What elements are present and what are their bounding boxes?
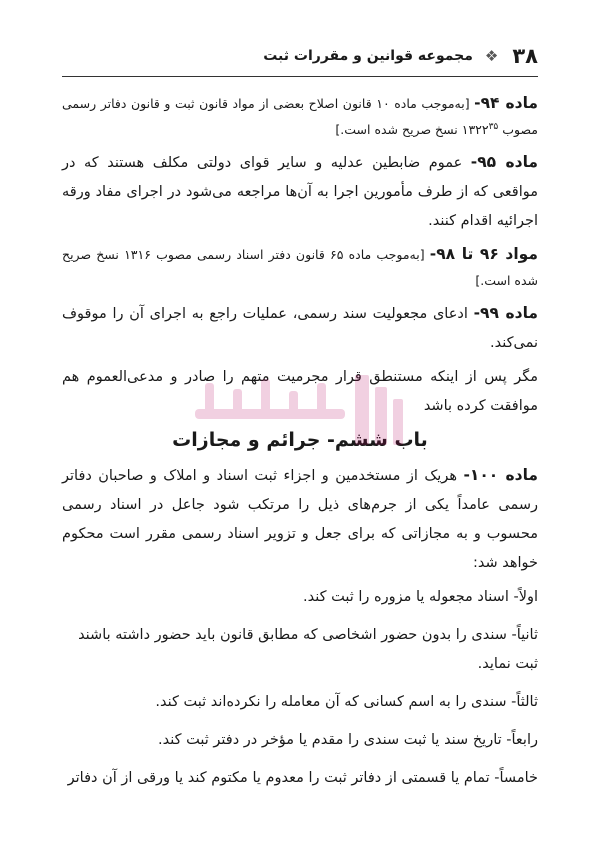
page-body <box>62 90 538 802</box>
article-95 <box>62 148 538 236</box>
page-header <box>62 40 538 72</box>
article-label: ماده ۱۰۰- <box>463 466 539 484</box>
article-label: ماده ۹۵- <box>470 153 538 171</box>
article-text: ادعای مجعولیت سند رسمی، عملیات راجع به اجرای آن را موقوف نمی‌کند. <box>62 306 538 351</box>
article-label: مواد ۹۶ تا ۹۸- <box>429 245 538 263</box>
list-item: رابعاً- تاریخ سند یا ثبت سندی را مقدم یا مؤخر در دفتر ثبت کند. <box>158 732 538 748</box>
articles-96-98 <box>62 241 538 294</box>
article-note-end: نسخ صریح شده است.] <box>335 122 458 137</box>
header-rule <box>62 76 538 77</box>
article-100 <box>62 461 538 578</box>
list-item: خامساً- تمام یا قسمتی از دفاتر ثبت را معدوم یا مکتوم کند یا ورقی از آن دفاتر <box>67 770 538 786</box>
ornament-icon: ❖ <box>484 47 499 65</box>
running-title: مجموعه قوانین و مقررات ثبت <box>263 48 473 64</box>
article-text: عموم ضابطین عدلیه و سایر قوای دولتی مکلف هستند که در مواقعی که از طرف مأمورین اجرا به آن‌ها مراجعه می‌شود در اجرای مفاد ورقه اجرائیه اقدام کنند. <box>62 155 538 229</box>
article-label: ماده ۹۴- <box>474 94 538 112</box>
article-label: ماده ۹۹- <box>473 304 539 322</box>
footnote-mark: ۳۵ <box>488 121 499 132</box>
list-item: اولاً- اسناد مجعوله یا مزوره را ثبت کند. <box>302 589 538 605</box>
article-99-clause: مگر پس از اینکه مستنطق قرار مجرمیت متهم را صادر و مدعی‌العموم هم موافقت کرده باشد <box>62 369 538 414</box>
book-page <box>62 0 538 850</box>
page-number: ۳۸ <box>512 44 538 68</box>
chapter-heading: باب ششم- جرائم و مجازات <box>172 429 428 451</box>
article-note: [به‌موجب ماده ۱۰ قانون اصلاح بعضی از مواد قانون ثبت و قانون دفاتر رسمی مصوب ۱۳۲۲ <box>62 96 538 137</box>
article-note: [به‌موجب ماده ۶۵ قانون دفتر اسناد رسمی مصوب ۱۳۱۶ نسخ صریح شده است.] <box>62 247 538 288</box>
list-item: ثالثاً- سندی را به اسم کسانی که آن معامله را نکرده‌اند ثبت کند. <box>155 694 538 710</box>
article-99 <box>62 299 538 358</box>
article-94 <box>62 90 538 143</box>
article-text: هریک از مستخدمین و اجزاء ثبت اسناد و املاک و صاحبان دفاتر رسمی عامداً یکی از جرم‌های ذیل را مرتکب شود جاعل در اسناد رسمی محسوب و به مجازاتی که برای جعل و تزویر اسناد رسمی مقرر است محکوم خواهد شد: <box>62 468 538 571</box>
list-item: ثانیاً- سندی را بدون حضور اشخاصی که مطابق قانون باید حضور داشته باشند ثبت نماید. <box>78 627 538 672</box>
